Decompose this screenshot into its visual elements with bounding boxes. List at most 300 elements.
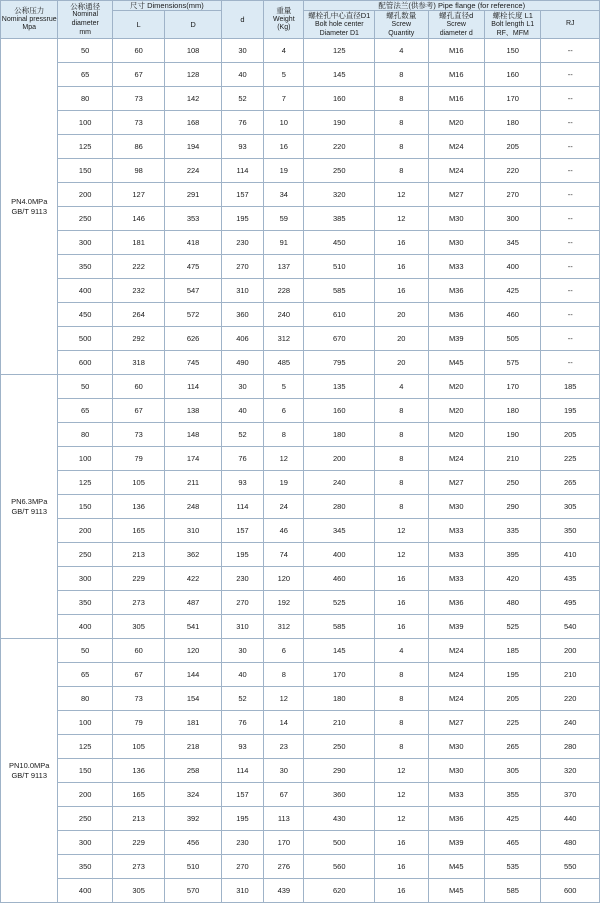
screw-quantity-cell: 8	[375, 399, 428, 423]
table-row	[1, 327, 600, 351]
dim-d-small-cell: 270	[221, 591, 263, 615]
dim-d-small-cell: 52	[221, 423, 263, 447]
weight-cell: 14	[264, 711, 304, 735]
nominal-pressure-line: GB/T 9113	[11, 770, 48, 780]
screw-quantity-cell: 8	[375, 447, 428, 471]
dim-l-cell: 305	[112, 615, 164, 639]
nominal-diameter-cell: 250	[58, 207, 112, 231]
screw-diameter-cell: M45	[428, 855, 484, 879]
nominal-diameter-cell: 80	[58, 423, 112, 447]
weight-cell: 59	[264, 207, 304, 231]
dim-d-small-cell: 93	[221, 135, 263, 159]
bolt-hole-center-cell: 430	[304, 807, 375, 831]
dim-d-cell: 541	[165, 615, 221, 639]
bolt-hole-center-cell: 610	[304, 303, 375, 327]
bolt-length-rj-cell: --	[541, 159, 600, 183]
bolt-hole-center-cell: 220	[304, 135, 375, 159]
weight-cell: 91	[264, 231, 304, 255]
nominal-diameter-cell: 400	[58, 879, 112, 903]
nominal-diameter-cell: 200	[58, 519, 112, 543]
dim-d-cell: 120	[165, 639, 221, 663]
dim-l-cell: 67	[112, 399, 164, 423]
bolt-length-rj-cell: 440	[541, 807, 600, 831]
dim-d-small-cell: 30	[221, 375, 263, 399]
nominal-diameter-cell: 80	[58, 687, 112, 711]
bolt-length-rf-cell: 345	[484, 231, 540, 255]
screw-quantity-cell: 4	[375, 639, 428, 663]
screw-diameter-cell: M36	[428, 591, 484, 615]
nominal-diameter-cell: 80	[58, 87, 112, 111]
bolt-length-rf-cell: 265	[484, 735, 540, 759]
bolt-hole-center-cell: 795	[304, 351, 375, 375]
weight-cell: 8	[264, 663, 304, 687]
table-row	[1, 711, 600, 735]
screw-diameter-cell: M33	[428, 543, 484, 567]
weight-cell: 439	[264, 879, 304, 903]
bolt-length-rj-cell: 240	[541, 711, 600, 735]
dim-d-cell: 114	[165, 375, 221, 399]
dim-d-small-cell: 114	[221, 759, 263, 783]
table-row	[1, 279, 600, 303]
bolt-length-rj-cell: 410	[541, 543, 600, 567]
bolt-length-rj-cell: --	[541, 255, 600, 279]
weight-cell: 46	[264, 519, 304, 543]
screw-diameter-cell: M33	[428, 519, 484, 543]
screw-quantity-cell: 8	[375, 159, 428, 183]
dim-d-cell: 248	[165, 495, 221, 519]
screw-diameter-cell: M24	[428, 663, 484, 687]
dim-d-small-cell: 30	[221, 639, 263, 663]
bolt-length-rj-cell: --	[541, 351, 600, 375]
bolt-length-rf-cell: 460	[484, 303, 540, 327]
nominal-pressure-cell	[1, 375, 58, 639]
nominal-pressure-line: GB/T 9113	[11, 206, 48, 216]
nominal-diameter-cell: 125	[58, 135, 112, 159]
bolt-length-rj-cell: --	[541, 207, 600, 231]
dim-d-cell: 487	[165, 591, 221, 615]
dim-d-small-cell: 270	[221, 855, 263, 879]
weight-cell: 5	[264, 375, 304, 399]
weight-cell: 6	[264, 639, 304, 663]
bolt-hole-center-cell: 560	[304, 855, 375, 879]
dim-l-cell: 79	[112, 447, 164, 471]
nominal-diameter-cell: 125	[58, 471, 112, 495]
bolt-length-rf-cell: 180	[484, 399, 540, 423]
nominal-diameter-cell: 100	[58, 711, 112, 735]
dim-d-small-cell: 52	[221, 687, 263, 711]
screw-quantity-cell: 12	[375, 183, 428, 207]
table-row	[1, 783, 600, 807]
bolt-length-rj-cell: 220	[541, 687, 600, 711]
header-bolt-length-rf: 螺栓长度 L1 Bolt length L1 RF、MFM	[484, 11, 540, 39]
dim-l-cell: 127	[112, 183, 164, 207]
nominal-diameter-cell: 350	[58, 591, 112, 615]
weight-cell: 6	[264, 399, 304, 423]
weight-cell: 5	[264, 63, 304, 87]
dim-l-cell: 86	[112, 135, 164, 159]
table-row	[1, 375, 600, 399]
dim-d-small-cell: 360	[221, 303, 263, 327]
header-dim-d: D	[165, 11, 221, 39]
table-body	[1, 39, 600, 903]
dim-d-cell: 218	[165, 735, 221, 759]
dim-d-cell: 181	[165, 711, 221, 735]
table-row	[1, 111, 600, 135]
screw-diameter-cell: M36	[428, 303, 484, 327]
dim-d-small-cell: 114	[221, 159, 263, 183]
dim-d-cell: 138	[165, 399, 221, 423]
dim-d-small-cell: 157	[221, 183, 263, 207]
bolt-hole-center-cell: 345	[304, 519, 375, 543]
bolt-hole-center-cell: 450	[304, 231, 375, 255]
table-row	[1, 639, 600, 663]
bolt-length-rf-cell: 220	[484, 159, 540, 183]
weight-cell: 12	[264, 687, 304, 711]
nominal-diameter-cell: 150	[58, 759, 112, 783]
screw-diameter-cell: M24	[428, 159, 484, 183]
nominal-diameter-cell: 150	[58, 495, 112, 519]
weight-cell: 485	[264, 351, 304, 375]
nominal-diameter-cell: 250	[58, 807, 112, 831]
dim-l-cell: 73	[112, 111, 164, 135]
bolt-hole-center-cell: 670	[304, 327, 375, 351]
dim-d-cell: 418	[165, 231, 221, 255]
bolt-length-rf-cell: 505	[484, 327, 540, 351]
bolt-length-rf-cell: 400	[484, 255, 540, 279]
dim-l-cell: 213	[112, 543, 164, 567]
header-flange-group: 配管法兰(供参考) Pipe flange (for reference)	[304, 1, 600, 11]
bolt-length-rj-cell: --	[541, 135, 600, 159]
nominal-diameter-cell: 100	[58, 447, 112, 471]
dim-l-cell: 60	[112, 39, 164, 63]
bolt-hole-center-cell: 585	[304, 615, 375, 639]
bolt-hole-center-cell: 385	[304, 207, 375, 231]
dim-l-cell: 136	[112, 495, 164, 519]
table-row	[1, 63, 600, 87]
bolt-hole-center-cell: 145	[304, 63, 375, 87]
dim-d-small-cell: 310	[221, 279, 263, 303]
weight-cell: 24	[264, 495, 304, 519]
table-row	[1, 87, 600, 111]
dim-d-small-cell: 310	[221, 879, 263, 903]
bolt-hole-center-cell: 460	[304, 567, 375, 591]
table-row	[1, 303, 600, 327]
nominal-diameter-cell: 50	[58, 375, 112, 399]
screw-quantity-cell: 16	[375, 591, 428, 615]
weight-cell: 276	[264, 855, 304, 879]
bolt-length-rf-cell: 225	[484, 711, 540, 735]
dim-d-cell: 570	[165, 879, 221, 903]
table-row	[1, 399, 600, 423]
screw-diameter-cell: M33	[428, 255, 484, 279]
weight-cell: 120	[264, 567, 304, 591]
dim-l-cell: 273	[112, 855, 164, 879]
dim-d-cell: 547	[165, 279, 221, 303]
nominal-diameter-cell: 50	[58, 39, 112, 63]
weight-cell: 240	[264, 303, 304, 327]
dim-d-cell: 475	[165, 255, 221, 279]
screw-quantity-cell: 12	[375, 759, 428, 783]
table-row	[1, 447, 600, 471]
dim-d-small-cell: 195	[221, 807, 263, 831]
dim-d-cell: 310	[165, 519, 221, 543]
bolt-length-rj-cell: --	[541, 111, 600, 135]
dim-l-cell: 318	[112, 351, 164, 375]
bolt-length-rf-cell: 575	[484, 351, 540, 375]
weight-cell: 4	[264, 39, 304, 63]
weight-cell: 192	[264, 591, 304, 615]
screw-diameter-cell: M33	[428, 783, 484, 807]
screw-quantity-cell: 16	[375, 567, 428, 591]
bolt-hole-center-cell: 135	[304, 375, 375, 399]
bolt-length-rj-cell: 305	[541, 495, 600, 519]
screw-diameter-cell: M20	[428, 375, 484, 399]
bolt-length-rf-cell: 160	[484, 63, 540, 87]
bolt-hole-center-cell: 145	[304, 639, 375, 663]
bolt-hole-center-cell: 320	[304, 183, 375, 207]
weight-cell: 19	[264, 159, 304, 183]
bolt-length-rf-cell: 535	[484, 855, 540, 879]
dim-d-cell: 291	[165, 183, 221, 207]
bolt-length-rf-cell: 170	[484, 87, 540, 111]
dim-l-cell: 146	[112, 207, 164, 231]
header-weight: 重量 Weight (Kg)	[264, 1, 304, 39]
dim-d-small-cell: 490	[221, 351, 263, 375]
table-row	[1, 495, 600, 519]
dim-d-small-cell: 230	[221, 831, 263, 855]
weight-cell: 34	[264, 183, 304, 207]
screw-diameter-cell: M24	[428, 135, 484, 159]
nominal-diameter-cell: 50	[58, 639, 112, 663]
weight-cell: 30	[264, 759, 304, 783]
bolt-length-rj-cell: 370	[541, 783, 600, 807]
nominal-diameter-cell: 350	[58, 855, 112, 879]
bolt-length-rj-cell: --	[541, 87, 600, 111]
dim-l-cell: 73	[112, 423, 164, 447]
screw-diameter-cell: M30	[428, 231, 484, 255]
weight-cell: 67	[264, 783, 304, 807]
bolt-length-rj-cell: --	[541, 231, 600, 255]
screw-quantity-cell: 16	[375, 855, 428, 879]
bolt-length-rf-cell: 420	[484, 567, 540, 591]
table-row	[1, 255, 600, 279]
bolt-hole-center-cell: 250	[304, 159, 375, 183]
table-row	[1, 807, 600, 831]
table-row	[1, 831, 600, 855]
dim-d-cell: 324	[165, 783, 221, 807]
dim-d-small-cell: 195	[221, 207, 263, 231]
bolt-hole-center-cell: 160	[304, 87, 375, 111]
dim-d-cell: 174	[165, 447, 221, 471]
screw-quantity-cell: 12	[375, 783, 428, 807]
screw-diameter-cell: M39	[428, 615, 484, 639]
dim-d-cell: 510	[165, 855, 221, 879]
dim-l-cell: 165	[112, 519, 164, 543]
bolt-hole-center-cell: 500	[304, 831, 375, 855]
dim-l-cell: 181	[112, 231, 164, 255]
bolt-length-rf-cell: 335	[484, 519, 540, 543]
dim-l-cell: 73	[112, 687, 164, 711]
nominal-diameter-cell: 300	[58, 831, 112, 855]
bolt-length-rf-cell: 395	[484, 543, 540, 567]
bolt-length-rj-cell: --	[541, 279, 600, 303]
weight-cell: 23	[264, 735, 304, 759]
screw-quantity-cell: 12	[375, 807, 428, 831]
dim-d-cell: 456	[165, 831, 221, 855]
header-dimensions-group: 尺寸 Dimensions(mm)	[112, 1, 221, 11]
dim-d-small-cell: 76	[221, 111, 263, 135]
table-row	[1, 471, 600, 495]
nominal-diameter-cell: 600	[58, 351, 112, 375]
dim-l-cell: 292	[112, 327, 164, 351]
screw-diameter-cell: M20	[428, 111, 484, 135]
screw-diameter-cell: M20	[428, 399, 484, 423]
screw-quantity-cell: 8	[375, 735, 428, 759]
dim-l-cell: 222	[112, 255, 164, 279]
bolt-length-rj-cell: 550	[541, 855, 600, 879]
dim-d-small-cell: 76	[221, 447, 263, 471]
bolt-length-rf-cell: 210	[484, 447, 540, 471]
nominal-diameter-cell: 125	[58, 735, 112, 759]
weight-cell: 74	[264, 543, 304, 567]
table-row	[1, 591, 600, 615]
dim-d-cell: 148	[165, 423, 221, 447]
bolt-length-rf-cell: 250	[484, 471, 540, 495]
bolt-length-rj-cell: --	[541, 183, 600, 207]
header-bolt-length-rj: RJ	[541, 11, 600, 39]
bolt-length-rj-cell: 210	[541, 663, 600, 687]
screw-quantity-cell: 8	[375, 495, 428, 519]
weight-cell: 7	[264, 87, 304, 111]
weight-cell: 12	[264, 447, 304, 471]
nominal-diameter-cell: 150	[58, 159, 112, 183]
bolt-hole-center-cell: 200	[304, 447, 375, 471]
dim-l-cell: 229	[112, 831, 164, 855]
dim-d-cell: 626	[165, 327, 221, 351]
bolt-hole-center-cell: 525	[304, 591, 375, 615]
screw-diameter-cell: M27	[428, 711, 484, 735]
table-row	[1, 663, 600, 687]
bolt-length-rf-cell: 205	[484, 135, 540, 159]
bolt-hole-center-cell: 170	[304, 663, 375, 687]
dim-d-small-cell: 230	[221, 231, 263, 255]
bolt-length-rj-cell: 495	[541, 591, 600, 615]
dim-d-small-cell: 157	[221, 783, 263, 807]
dim-d-small-cell: 93	[221, 471, 263, 495]
header-screw-diameter: 螺孔直径d Screw diameter d	[428, 11, 484, 39]
bolt-hole-center-cell: 510	[304, 255, 375, 279]
table-row	[1, 39, 600, 63]
dim-d-cell: 353	[165, 207, 221, 231]
bolt-length-rf-cell: 170	[484, 375, 540, 399]
nominal-pressure-cell	[1, 39, 58, 375]
screw-quantity-cell: 4	[375, 39, 428, 63]
dim-d-cell: 422	[165, 567, 221, 591]
screw-quantity-cell: 8	[375, 711, 428, 735]
screw-diameter-cell: M16	[428, 63, 484, 87]
bolt-length-rj-cell: --	[541, 303, 600, 327]
dim-d-cell: 211	[165, 471, 221, 495]
bolt-length-rf-cell: 180	[484, 111, 540, 135]
screw-quantity-cell: 20	[375, 351, 428, 375]
nominal-diameter-cell: 250	[58, 543, 112, 567]
weight-cell: 312	[264, 615, 304, 639]
bolt-hole-center-cell: 190	[304, 111, 375, 135]
dim-l-cell: 232	[112, 279, 164, 303]
screw-diameter-cell: M30	[428, 759, 484, 783]
nominal-diameter-cell: 100	[58, 111, 112, 135]
nominal-diameter-cell: 350	[58, 255, 112, 279]
screw-quantity-cell: 8	[375, 663, 428, 687]
dim-d-cell: 392	[165, 807, 221, 831]
table-row	[1, 855, 600, 879]
bolt-hole-center-cell: 125	[304, 39, 375, 63]
bolt-length-rj-cell: 205	[541, 423, 600, 447]
header-dim-d-small: d	[221, 1, 263, 39]
dim-l-cell: 73	[112, 87, 164, 111]
dim-d-small-cell: 114	[221, 495, 263, 519]
dim-d-small-cell: 195	[221, 543, 263, 567]
bolt-hole-center-cell: 240	[304, 471, 375, 495]
screw-quantity-cell: 8	[375, 87, 428, 111]
dim-l-cell: 229	[112, 567, 164, 591]
dim-d-small-cell: 76	[221, 711, 263, 735]
bolt-length-rj-cell: 200	[541, 639, 600, 663]
weight-cell: 8	[264, 423, 304, 447]
dim-d-cell: 154	[165, 687, 221, 711]
dim-d-cell: 142	[165, 87, 221, 111]
bolt-length-rf-cell: 305	[484, 759, 540, 783]
weight-cell: 10	[264, 111, 304, 135]
nominal-diameter-cell: 300	[58, 231, 112, 255]
bolt-length-rj-cell: 480	[541, 831, 600, 855]
dim-d-small-cell: 30	[221, 39, 263, 63]
dim-l-cell: 136	[112, 759, 164, 783]
bolt-length-rj-cell: 225	[541, 447, 600, 471]
bolt-length-rf-cell: 270	[484, 183, 540, 207]
screw-quantity-cell: 20	[375, 303, 428, 327]
dim-d-small-cell: 406	[221, 327, 263, 351]
screw-diameter-cell: M30	[428, 495, 484, 519]
bolt-length-rj-cell: 195	[541, 399, 600, 423]
screw-quantity-cell: 12	[375, 543, 428, 567]
bolt-length-rf-cell: 190	[484, 423, 540, 447]
dim-d-cell: 128	[165, 63, 221, 87]
screw-diameter-cell: M36	[428, 807, 484, 831]
bolt-length-rj-cell: 540	[541, 615, 600, 639]
dim-l-cell: 79	[112, 711, 164, 735]
bolt-hole-center-cell: 250	[304, 735, 375, 759]
header-nominal-pressure: 公称压力 Nominal pressrue Mpa	[1, 1, 58, 39]
dim-d-cell: 572	[165, 303, 221, 327]
bolt-length-rj-cell: --	[541, 39, 600, 63]
header-dim-l: L	[112, 11, 164, 39]
dim-d-cell: 745	[165, 351, 221, 375]
nominal-diameter-cell: 200	[58, 183, 112, 207]
screw-diameter-cell: M16	[428, 39, 484, 63]
bolt-length-rf-cell: 585	[484, 879, 540, 903]
table-row	[1, 183, 600, 207]
nominal-pressure-line: PN4.0MPa	[11, 197, 48, 207]
dim-l-cell: 105	[112, 471, 164, 495]
screw-quantity-cell: 12	[375, 519, 428, 543]
screw-diameter-cell: M39	[428, 831, 484, 855]
screw-diameter-cell: M45	[428, 351, 484, 375]
table-row	[1, 759, 600, 783]
dim-d-small-cell: 52	[221, 87, 263, 111]
bolt-length-rf-cell: 425	[484, 279, 540, 303]
weight-cell: 312	[264, 327, 304, 351]
